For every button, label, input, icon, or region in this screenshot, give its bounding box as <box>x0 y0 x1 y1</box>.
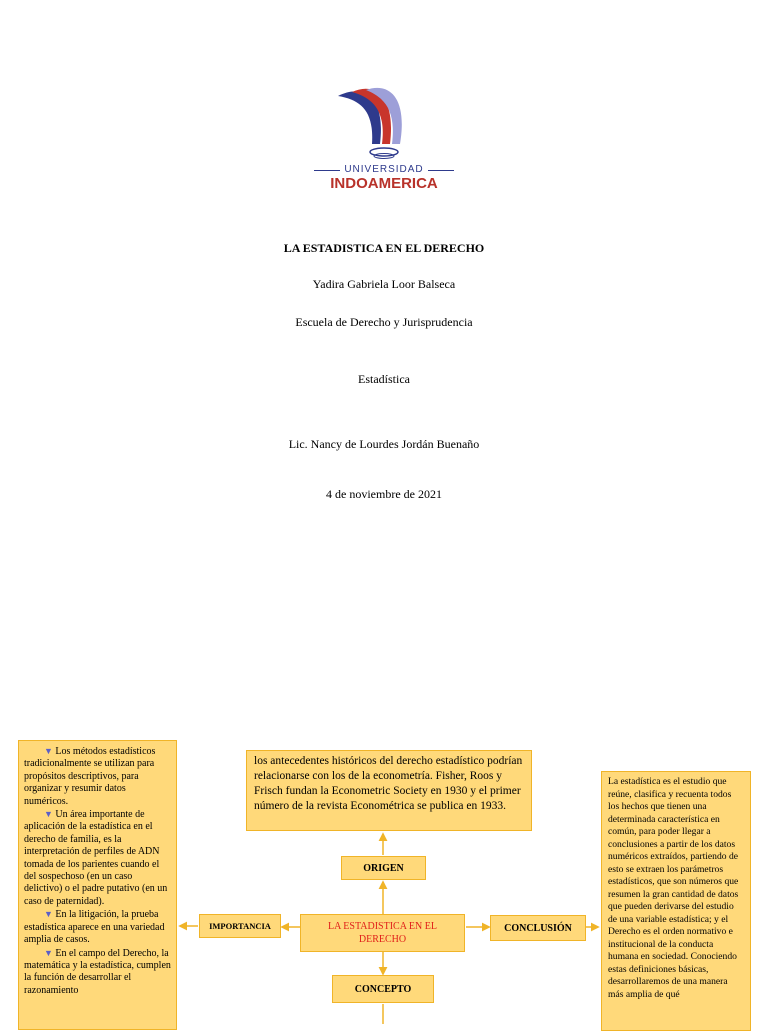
author-name: Yadira Gabriela Loor Balseca <box>312 277 456 291</box>
university-logo <box>300 82 468 194</box>
bullet-arrow-icon: ▼ <box>44 809 53 820</box>
subject-name: Estadística <box>358 372 410 386</box>
central-topic-node: LA ESTADISTICA EN EL DERECHO <box>300 914 465 952</box>
origen-node: ORIGEN <box>341 856 426 880</box>
bullet-arrow-icon: ▼ <box>44 909 53 920</box>
logo-line2: INDOAMERICA <box>330 175 438 192</box>
document-date: 4 de noviembre de 2021 <box>326 487 442 501</box>
teacher-name: Lic. Nancy de Lourdes Jordán Buenaño <box>288 437 480 451</box>
importancia-bullet: ▼ Los métodos estadísticos tradicionalmente se utilizan para propósitos descriptivos, para organizar y resumir datos numéricos. <box>24 746 156 807</box>
document-title: LA ESTADISTICA EN EL DERECHO <box>283 241 485 255</box>
conclusion-text-box: La estadística es el estudio que reúne, clasifica y recuenta todos los hechos que tienen una determinada característica en común, para poder llegar a conclusiones a partir de los datos numéricos extraídos, partiendo de esto se extraen los parámetros estadísticos, que son números que resumen la gran cantidad de datos que pueden derivarse del estudio de una variable estadística; y el Derecho es el orden normativo e institucional de la conducta humana en sociedad. Conociendo estas definiciones básicas, desarrollaremos de una manera más amplia de qué <box>601 771 751 1031</box>
importancia-text-box <box>18 740 177 1030</box>
concepto-node: CONCEPTO <box>332 975 434 1003</box>
conclusion-node: CONCLUSIÓN <box>490 915 586 941</box>
importancia-bullet: ▼ En la litigación, la prueba estadística aparece en una variedad amplia de casos. <box>24 909 165 946</box>
school-name: Escuela de Derecho y Jurisprudencia <box>295 315 473 329</box>
logo-line1: UNIVERSIDAD <box>344 164 424 175</box>
importancia-node: IMPORTANCIA <box>199 914 281 938</box>
origen-text-box: los antecedentes históricos del derecho estadístico podrían relacionarse con los de la econometría. Fisher, Roos y Frisch fundan la Econometric Society en 1930 y el primer número de la revista Econométrica se publica en 1933. <box>246 750 532 831</box>
bullet-arrow-icon: ▼ <box>44 947 53 958</box>
importancia-bullet: ▼ En el campo del Derecho, la matemática y la estadística, cumplen la función de desarrollar el razonamiento <box>24 947 171 996</box>
logo-rule-right <box>428 170 454 171</box>
bullet-arrow-icon: ▼ <box>44 746 53 756</box>
importancia-bullet: ▼ Un área importante de aplicación de la estadística en el derecho de familia, es la interpretación de perfiles de ADN tomada de los parientes cuando el del sospechoso (en un caso delictivo) o el padre putativo (en un caso de paternidad). <box>24 809 168 907</box>
logo-emblem-icon <box>300 82 468 162</box>
logo-rule-left <box>314 170 340 171</box>
